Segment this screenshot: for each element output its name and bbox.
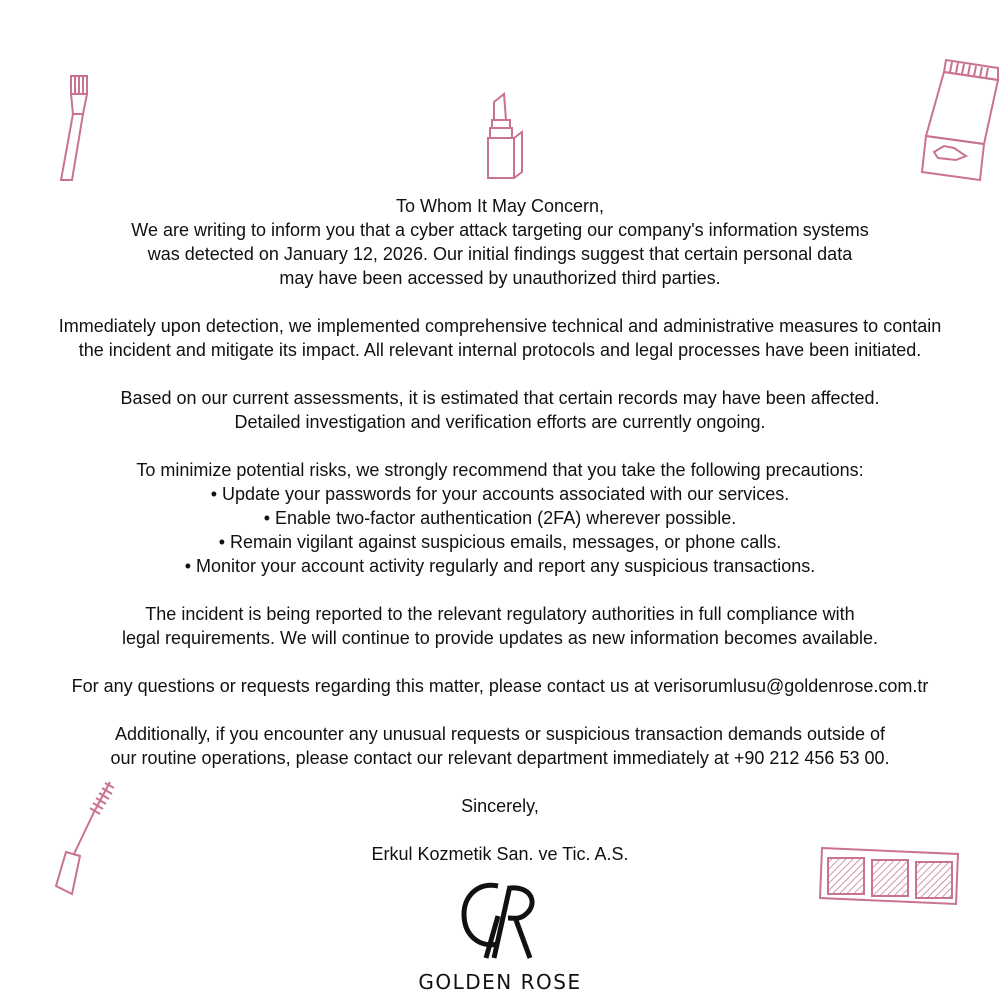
paragraph-line: Additionally, if you encounter any unusual requests or suspicious transaction demands outside of xyxy=(114,724,886,744)
precautions-intro: To minimize potential risks, we strongly recommend that you take the following precautions: xyxy=(136,460,864,480)
paragraph-line: the incident and mitigate its impact. All relevant internal protocols and legal processes have been initiated. xyxy=(78,340,922,360)
golden-rose-logo xyxy=(400,878,600,1000)
paragraph-line: our routine operations, please contact our relevant department immediately at +90 212 456 53 00. xyxy=(110,748,890,768)
paragraph-line: was detected on January 12, 2026. Our initial findings suggest that certain personal data xyxy=(147,244,853,264)
paragraph-line: legal requirements. We will continue to provide updates as new information becomes available. xyxy=(121,628,879,648)
paragraph-line: Detailed investigation and verification efforts are currently ongoing. xyxy=(234,412,766,432)
paragraph-line: We are writing to inform you that a cyber attack targeting our company's information systems xyxy=(131,220,869,240)
lipstick-icon xyxy=(484,92,530,180)
contact-text: For any questions or requests regarding this matter, please contact us at xyxy=(71,676,654,696)
signature: Erkul Kozmetik San. ve Tic. A.S. xyxy=(371,844,629,864)
precaution-item: • Monitor your account activity regularly and report any suspicious transactions. xyxy=(184,556,816,576)
paragraph-line: Based on our current assessments, it is estimated that certain records may have been affected. xyxy=(120,388,880,408)
closing: Sincerely, xyxy=(461,796,539,816)
paragraph-line: Immediately upon detection, we implemented comprehensive technical and administrative measures to contain xyxy=(58,316,942,336)
contact-email-link[interactable]: verisorumlusu@goldenrose.com.tr xyxy=(653,676,929,696)
brand-name: GOLDEN ROSE xyxy=(418,970,582,994)
cream-tube-icon xyxy=(918,56,1000,184)
precaution-item: • Update your passwords for your accounts associated with our services. xyxy=(210,484,790,504)
greeting: To Whom It May Concern, xyxy=(395,196,605,216)
precaution-item: • Enable two-factor authentication (2FA) wherever possible. xyxy=(263,508,737,528)
paragraph-line: The incident is being reported to the relevant regulatory authorities in full compliance with xyxy=(145,604,855,624)
gr-monogram-icon xyxy=(458,878,542,962)
notice-letter xyxy=(0,194,1000,866)
paragraph-line: may have been accessed by unauthorized third parties. xyxy=(279,268,721,288)
precaution-item: • Remain vigilant against suspicious emails, messages, or phone calls. xyxy=(218,532,782,552)
contact-line xyxy=(0,674,1000,698)
brush-icon xyxy=(52,72,92,184)
